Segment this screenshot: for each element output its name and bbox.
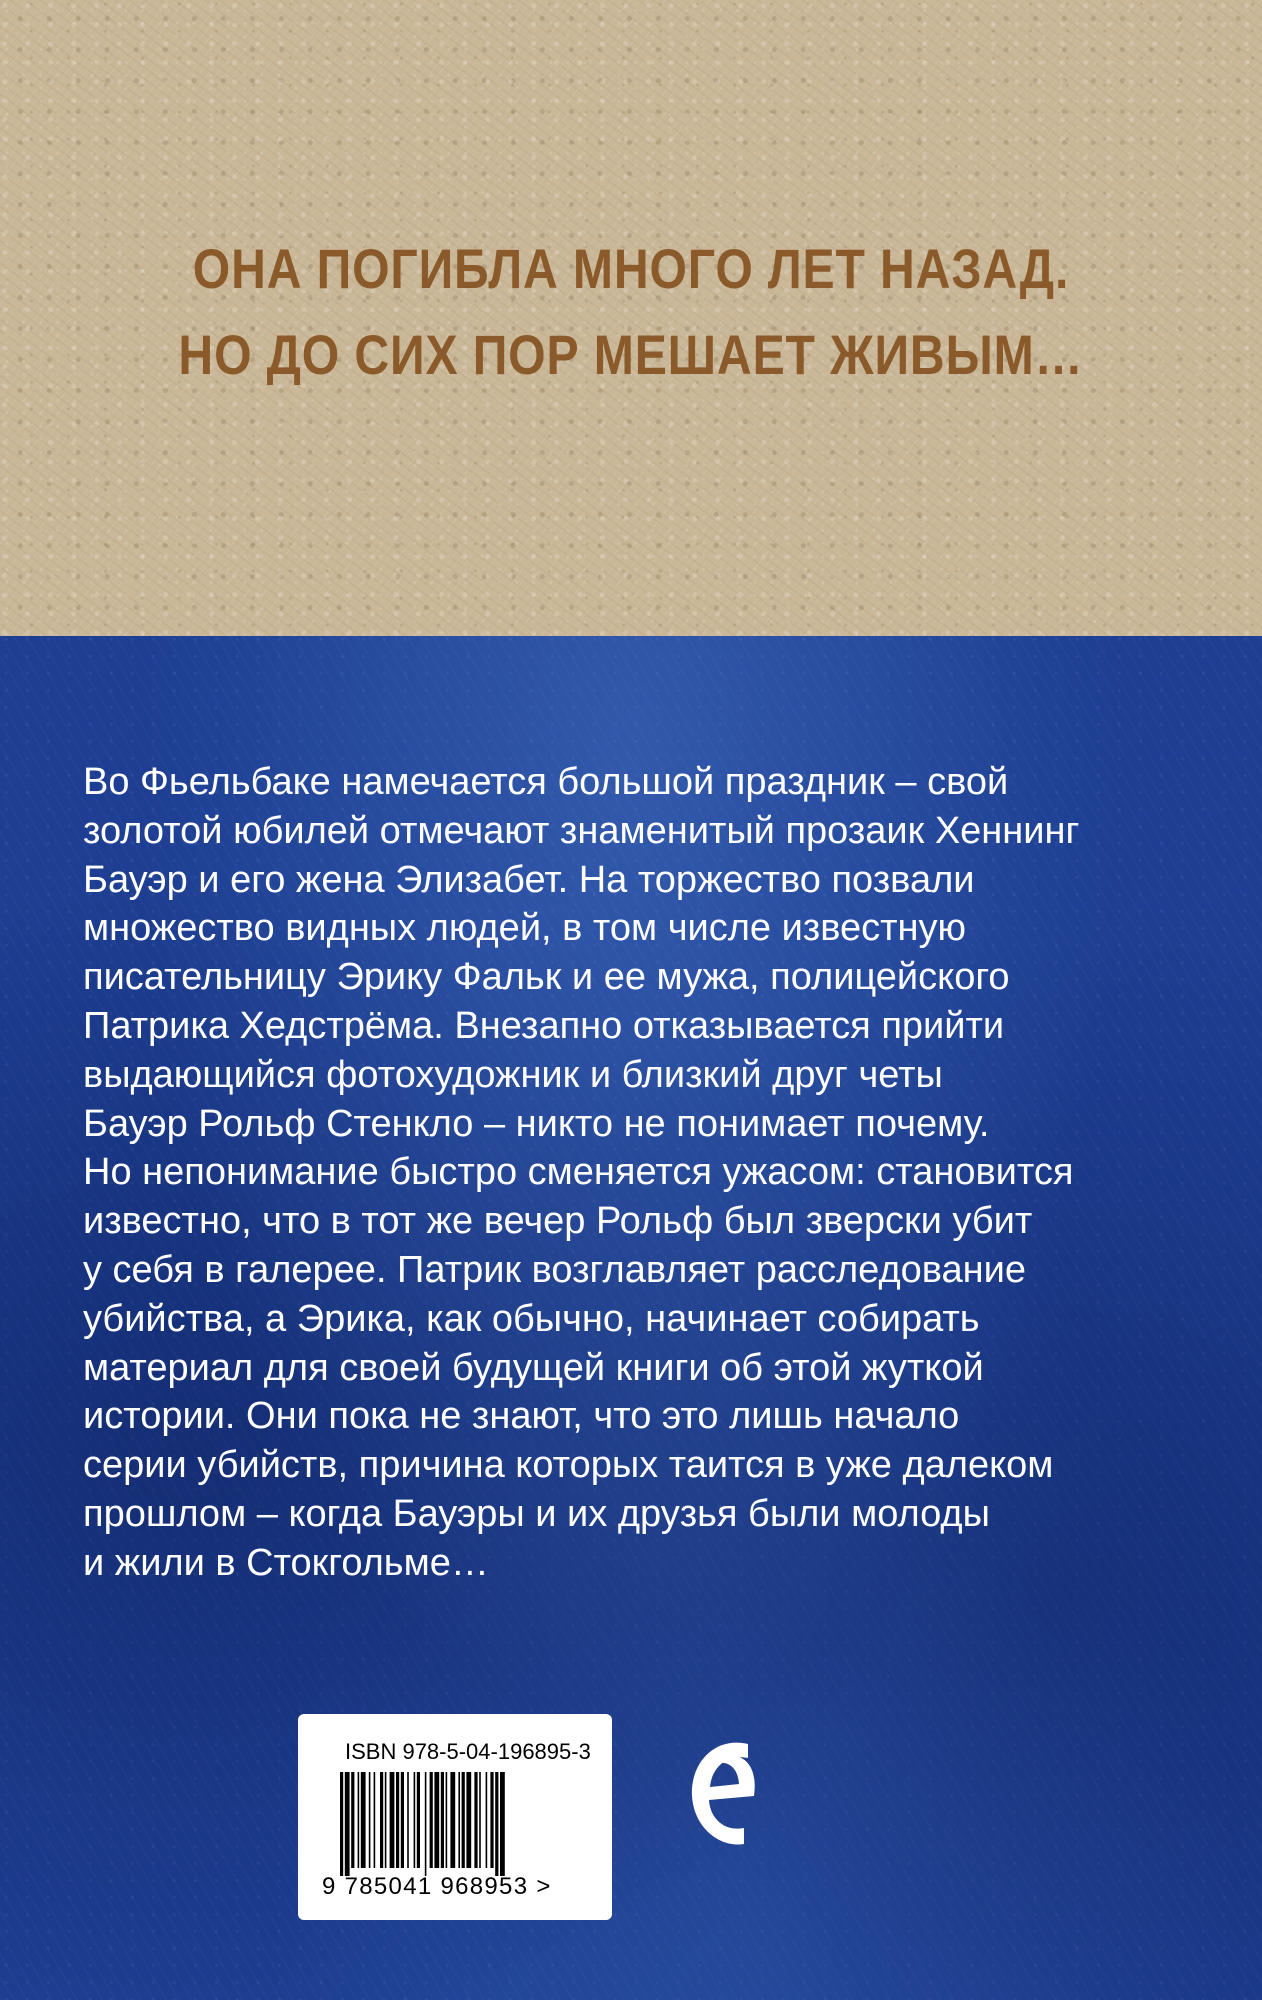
- kraft-paper-panel: [0, 0, 1262, 636]
- description-line: Но непонимание быстро сменяется ужасом: становится: [83, 1151, 1074, 1194]
- tagline-line-1: ОНА ПОГИБЛА МНОГО ЛЕТ НАЗАД.: [192, 237, 1070, 300]
- description-line: прошлом – когда Бауэры и их друзья были молоды: [83, 1492, 990, 1535]
- description-line: Бауэр Рольф Стенкло – никто не понимает почему.: [83, 1102, 990, 1145]
- barcode-digits: 9 785041 968953 >: [322, 1873, 552, 1900]
- description-line: истории. Они пока не знают, что это лишь начало: [83, 1395, 960, 1438]
- description-line: Во Фьельбаке намечается большой праздник – свой: [83, 761, 1009, 803]
- description-line: и жили в Стокгольме…: [83, 1541, 489, 1584]
- description-line: материал для своей будущей книги об этой жуткой: [83, 1346, 984, 1389]
- description-line: убийства, а Эрика, как обычно, начинает собирать: [83, 1297, 980, 1340]
- book-description: [83, 758, 1203, 1588]
- description-line: у себя в галерее. Патрик возглавляет расследование: [83, 1248, 1027, 1291]
- isbn-number: ISBN 978-5-04-196895-3: [345, 1739, 591, 1764]
- description-line: множество видных людей, в том числе известную: [83, 907, 967, 950]
- description-line: выдающийся фотохудожник и близкий друг четы: [83, 1053, 943, 1096]
- publisher-logo-icon: [684, 1734, 766, 1854]
- description-line: известно, что в тот же вечер Рольф был зверски убит: [83, 1200, 1033, 1243]
- description-line: серии убийств, причина которых таится в уже далеком: [83, 1444, 1054, 1487]
- tagline-line-2: НО ДО СИХ ПОР МЕШАЕТ ЖИВЫМ…: [178, 323, 1084, 386]
- description-line: Патрика Хедстрёма. Внезапно отказывается прийти: [83, 1004, 1005, 1047]
- description-line: золотой юбилей отмечают знаменитый прозаик Хеннинг: [83, 809, 1080, 852]
- description-line: писательницу Эрику Фальк и ее мужа, полицейского: [83, 956, 1010, 999]
- description-line: Бауэр и его жена Элизабет. На торжество позвали: [83, 858, 975, 901]
- barcode-icon: [340, 1772, 572, 1876]
